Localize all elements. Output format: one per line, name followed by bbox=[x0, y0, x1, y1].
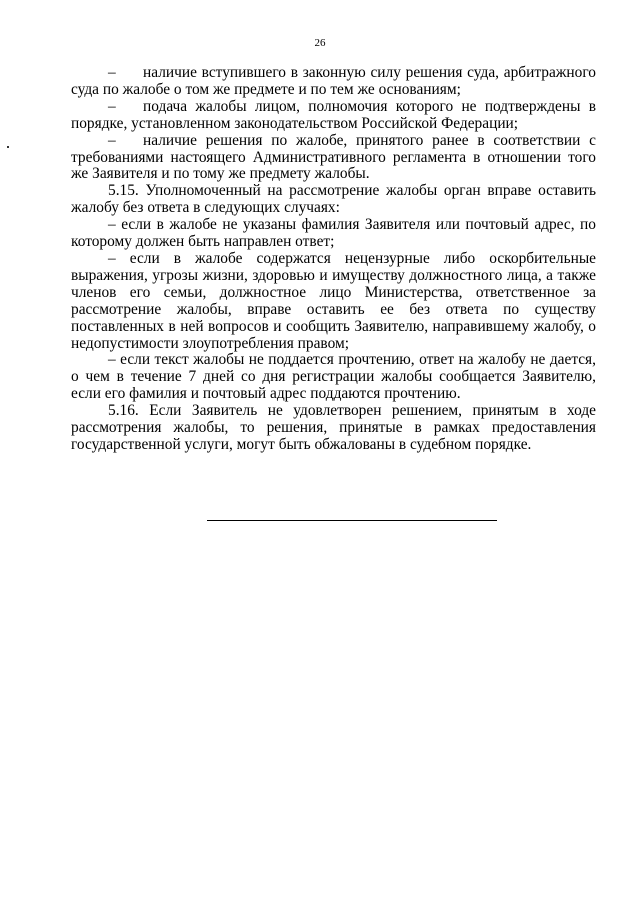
list-item-obscene-content: – если в жалобе содержатся нецензурные либо оскорбительные выражения, угрозы жизни, здоровью и имуществу должностного лица, а также членов его семьи, должностное лицо Министерства, ответственное за рассмотрение жалобы, вправе оставить ее без ответа по существу поставленных в ней вопросов и сообщить Заявителю, направившему жалобу, о недопустимости злоупотребления правом; bbox=[71, 249, 596, 352]
list-item-no-name-or-address: – если в жалобе не указаны фамилия Заявителя или почтовый адрес, по которому должен быть направлен ответ; bbox=[71, 216, 596, 251]
paragraph-text: наличие решения по жалобе, принятого ранее в соответствии с требованиями настоящего Административного регламента в отношении того же Заявителя и по тому же предмету жалобы. bbox=[71, 131, 596, 183]
list-item-previous-decision bbox=[71, 133, 596, 184]
page-number: 26 bbox=[314, 37, 326, 49]
list-item-unreadable-text: – если текст жалобы не поддается прочтению, ответ на жалобу не дается, о чем в течение 7 дней со дня регистрации жалобы сообщается Заявителю, если его фамилия и почтовый адрес поддаются прочтению. bbox=[71, 351, 596, 403]
list-item-court-decision bbox=[71, 65, 596, 99]
section-5-15: 5.15. Уполномоченный на рассмотрение жалобы орган вправе оставить жалобу без ответа в следующих случаях: bbox=[71, 182, 596, 217]
list-dash: – bbox=[108, 97, 116, 115]
paragraph-text: наличие вступившего в законную силу решения суда, арбитражного суда по жалобе о том же предмете и по тем же основаниям; bbox=[71, 64, 596, 98]
list-dash: – bbox=[108, 131, 116, 149]
list-item-unconfirmed-authority bbox=[71, 99, 596, 133]
document-body bbox=[71, 65, 596, 454]
list-dash: – bbox=[108, 64, 116, 81]
section-5-16: 5.16. Если Заявитель не удовлетворен решением, принятым в ходе рассмотрения жалобы, то решения, принятые в рамках предоставления государственной услуги, могут быть обжалованы в судебном порядке. bbox=[71, 402, 596, 453]
closing-separator-line bbox=[207, 520, 497, 521]
scan-artifact-dot bbox=[7, 146, 9, 148]
paragraph-text: подача жалобы лицом, полномочия которого не подтверждены в порядке, установленном законодательством Российской Федерации; bbox=[71, 97, 596, 132]
